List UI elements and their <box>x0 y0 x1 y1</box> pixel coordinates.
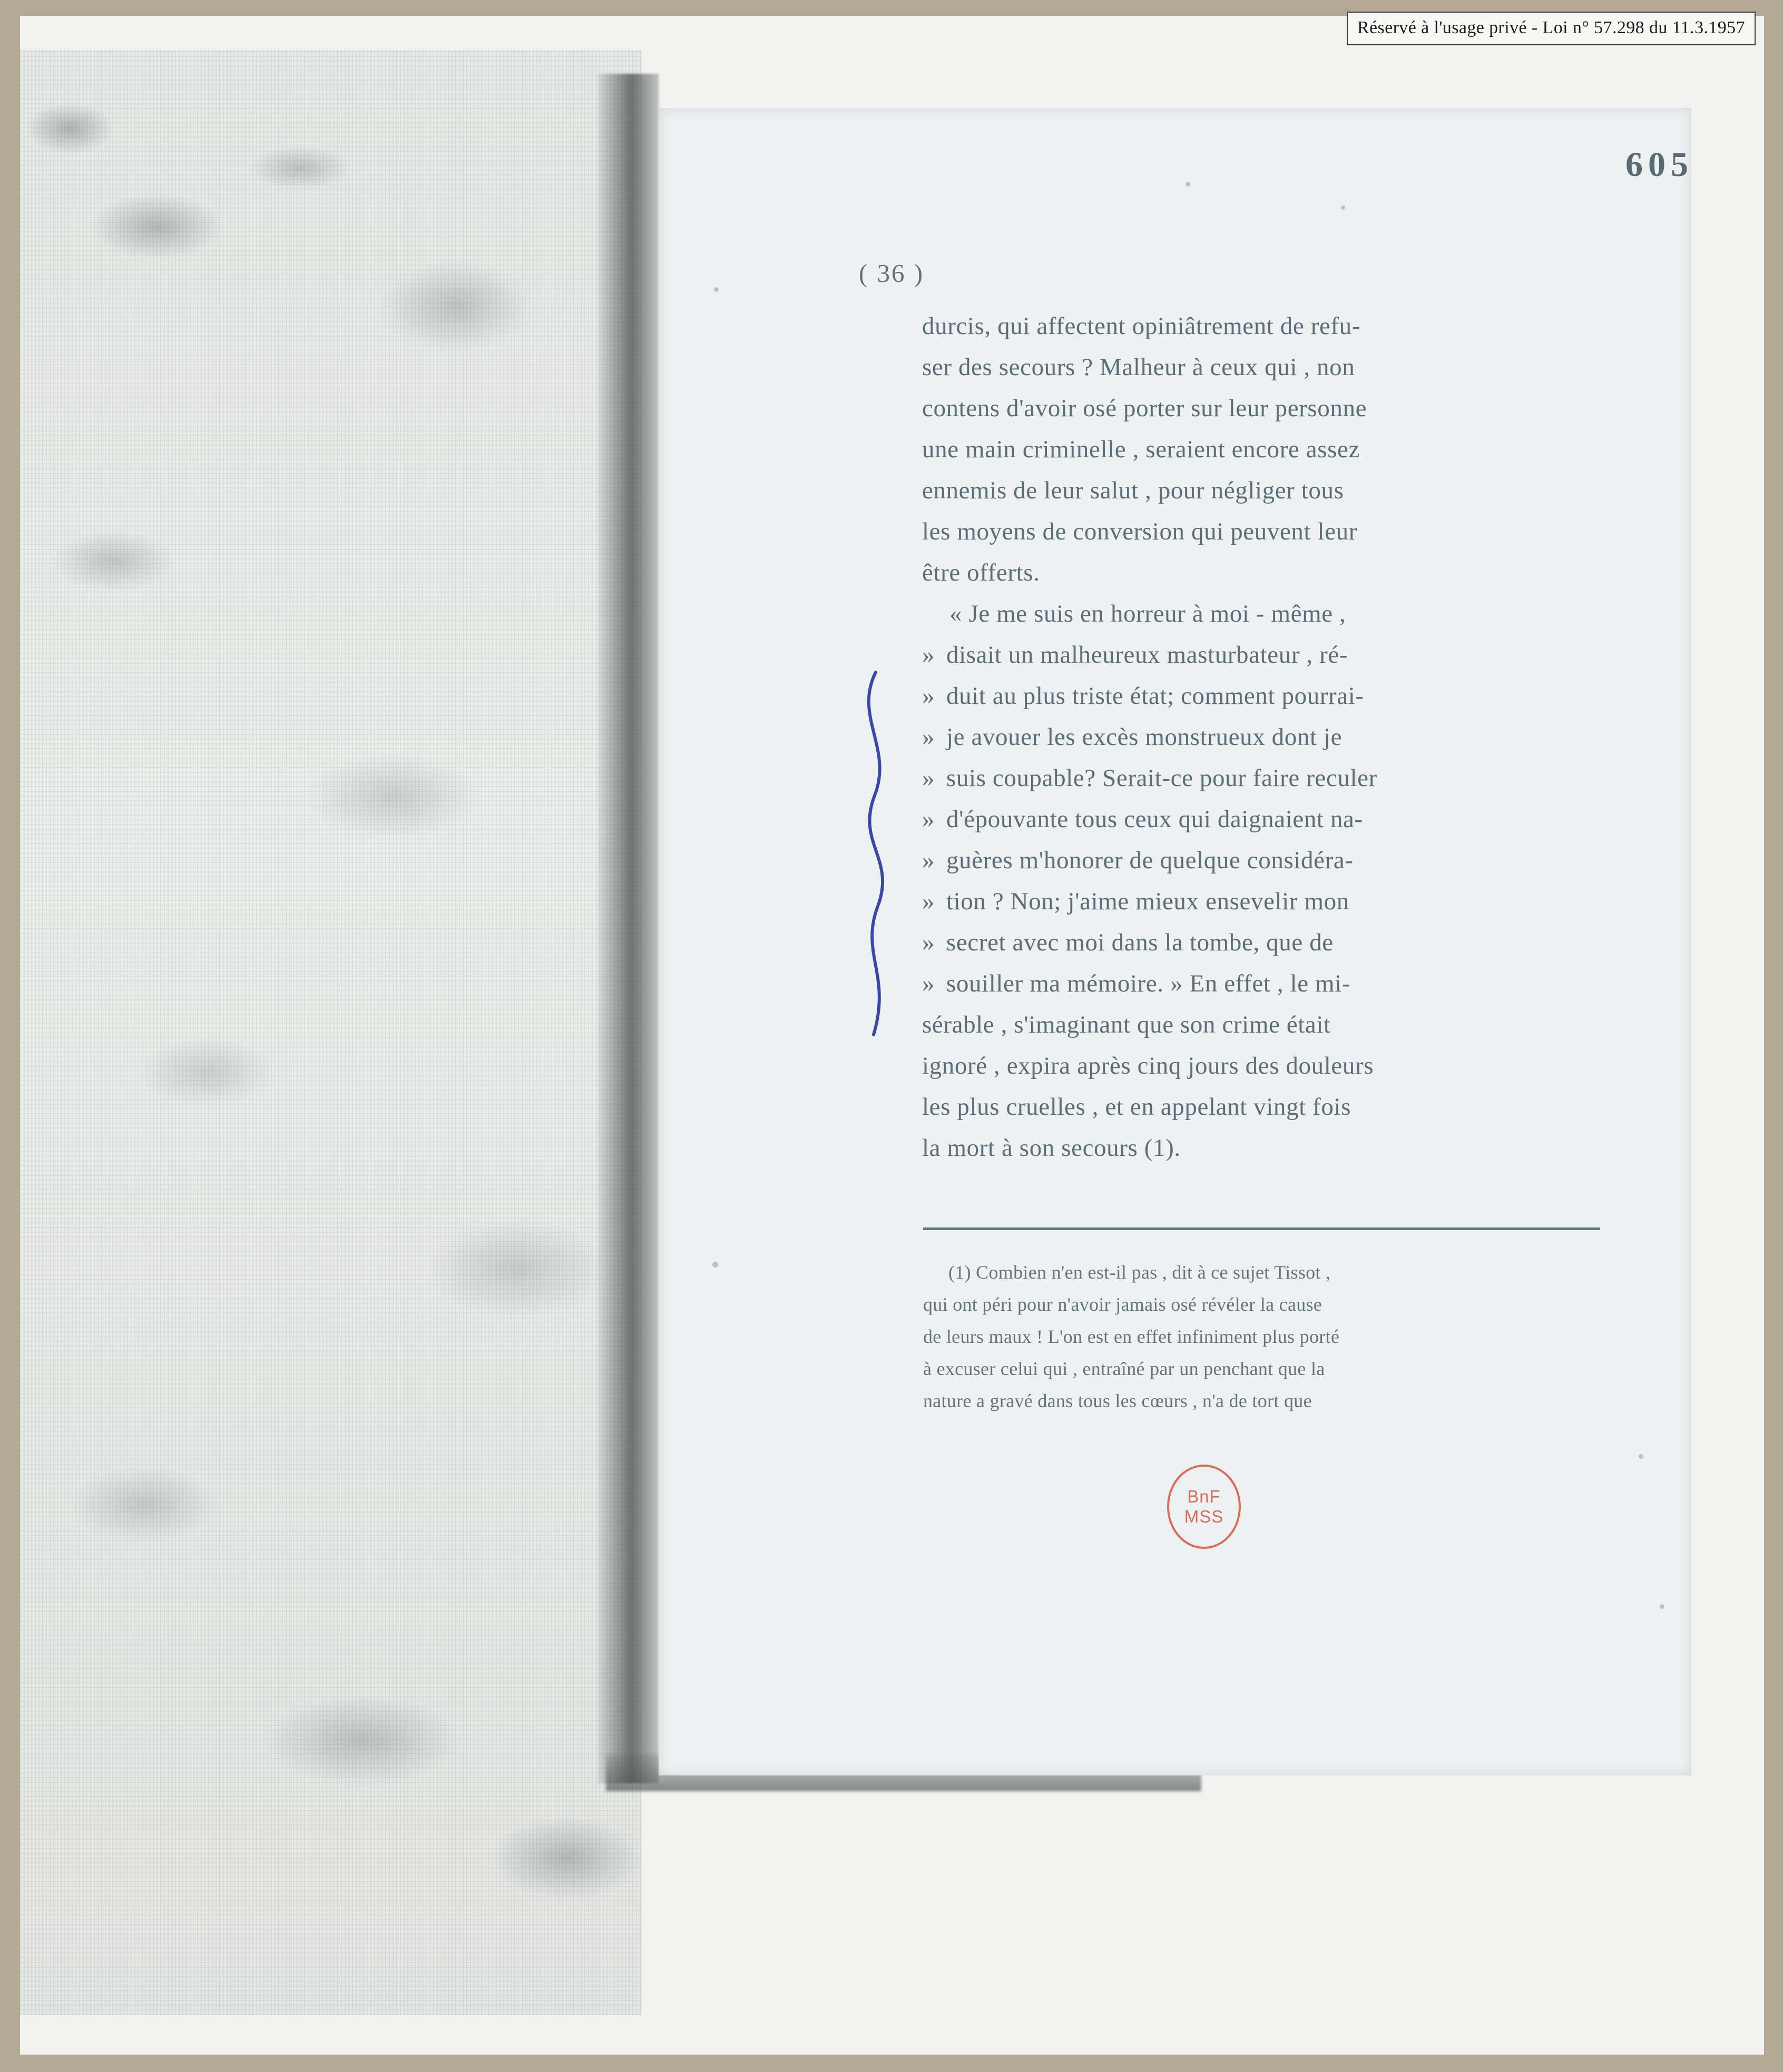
scan-speck <box>1186 182 1190 186</box>
quote-text: secret avec moi dans la tombe, que de <box>946 929 1334 956</box>
quote-line <box>922 723 1342 751</box>
quote-mark: » <box>922 888 935 915</box>
stamp-line-2: MSS <box>1184 1507 1224 1526</box>
quotation-block <box>922 593 1602 1168</box>
scan-speck <box>1660 1604 1664 1609</box>
quote-text: je avouer les excès monstrueux dont je <box>946 723 1343 751</box>
footnote-line: nature a gravé dans tous les cœurs , n'a de tort que <box>923 1390 1312 1411</box>
page-number: ( 36 ) <box>858 259 925 288</box>
page-gutter-shadow <box>598 74 659 1783</box>
quote-line <box>922 641 1348 669</box>
quote-text: disait un malheureux masturbateur , ré- <box>946 641 1348 669</box>
copyright-notice: Réservé à l'usage privé - Loi n° 57.298 du 11.3.1957 <box>1347 12 1756 45</box>
stamp-line-1: BnF <box>1187 1487 1221 1506</box>
quote-mark: » <box>922 682 935 710</box>
scan-speck <box>1341 205 1345 210</box>
quote-line <box>922 970 1350 997</box>
paragraph-1 <box>922 306 1602 593</box>
text-line: ser des secours ? Malheur à ceux qui , non <box>922 353 1355 381</box>
quote-text: tion ? Non; j'aime mieux ensevelir mon <box>946 888 1349 915</box>
bnf-library-stamp <box>1167 1465 1241 1549</box>
quote-mark: » <box>922 806 935 833</box>
quote-line <box>922 764 1377 792</box>
text-line: une main criminelle , seraient encore assez <box>922 436 1360 463</box>
quote-mark: » <box>922 970 935 997</box>
scan-speck <box>1639 1454 1643 1459</box>
quote-line <box>922 929 1334 956</box>
footnote-line: (1) Combien n'en est-il pas , dit à ce sujet Tissot , <box>948 1262 1331 1283</box>
text-line: être offerts. <box>922 559 1040 586</box>
quote-text: souiller ma mémoire. » En effet , le mi- <box>946 970 1351 997</box>
quote-mark: » <box>922 847 935 874</box>
quote-text: d'épouvante tous ceux qui daignaient na- <box>946 806 1363 833</box>
folio-number: 605 <box>1625 145 1693 184</box>
footnote-line: de leurs maux ! L'on est en effet infiniment plus porté <box>923 1326 1340 1347</box>
backing-texture <box>20 50 642 2015</box>
quote-line <box>922 888 1349 915</box>
quote-mark: » <box>922 764 935 792</box>
quote-line <box>922 682 1364 710</box>
footnote-rule <box>923 1228 1600 1230</box>
quote-mark: » <box>922 929 935 956</box>
text-line: durcis, qui affectent opiniâtrement de refu- <box>922 312 1361 340</box>
quote-text: duit au plus triste état; comment pourrai- <box>946 682 1364 710</box>
footnote-line: qui ont péri pour n'avoir jamais osé révéler la cause <box>923 1294 1322 1315</box>
quote-opening-line: « Je me suis en horreur à moi - même , <box>949 600 1346 627</box>
ink-annotation-squiggle <box>843 669 906 1038</box>
quote-mark: » <box>922 641 935 669</box>
footnote-line: à excuser celui qui , entraîné par un penchant que la <box>923 1358 1325 1379</box>
quote-text: guères m'honorer de quelque considéra- <box>946 847 1354 874</box>
text-line: contens d'avoir osé porter sur leur personne <box>922 395 1367 422</box>
scan-speck <box>712 1262 718 1268</box>
backing-sheet <box>20 50 642 2015</box>
footnote-text <box>923 1256 1605 1417</box>
text-line: ignoré , expira après cinq jours des douleurs <box>922 1052 1374 1079</box>
text-line: ennemis de leur salut , pour négliger tous <box>922 477 1344 504</box>
text-line: sérable , s'imaginant que son crime était <box>922 1011 1331 1038</box>
text-line: les plus cruelles , et en appelant vingt fois <box>922 1093 1351 1121</box>
text-line: la mort à son secours (1). <box>922 1134 1181 1162</box>
scan-speck <box>714 287 719 292</box>
quote-line <box>922 806 1363 833</box>
body-text <box>922 306 1602 1168</box>
text-line: les moyens de conversion qui peuvent leur <box>922 518 1358 545</box>
quote-mark: » <box>922 723 935 751</box>
quote-line <box>922 847 1354 874</box>
quote-text: suis coupable? Serait-ce pour faire reculer <box>946 764 1377 792</box>
